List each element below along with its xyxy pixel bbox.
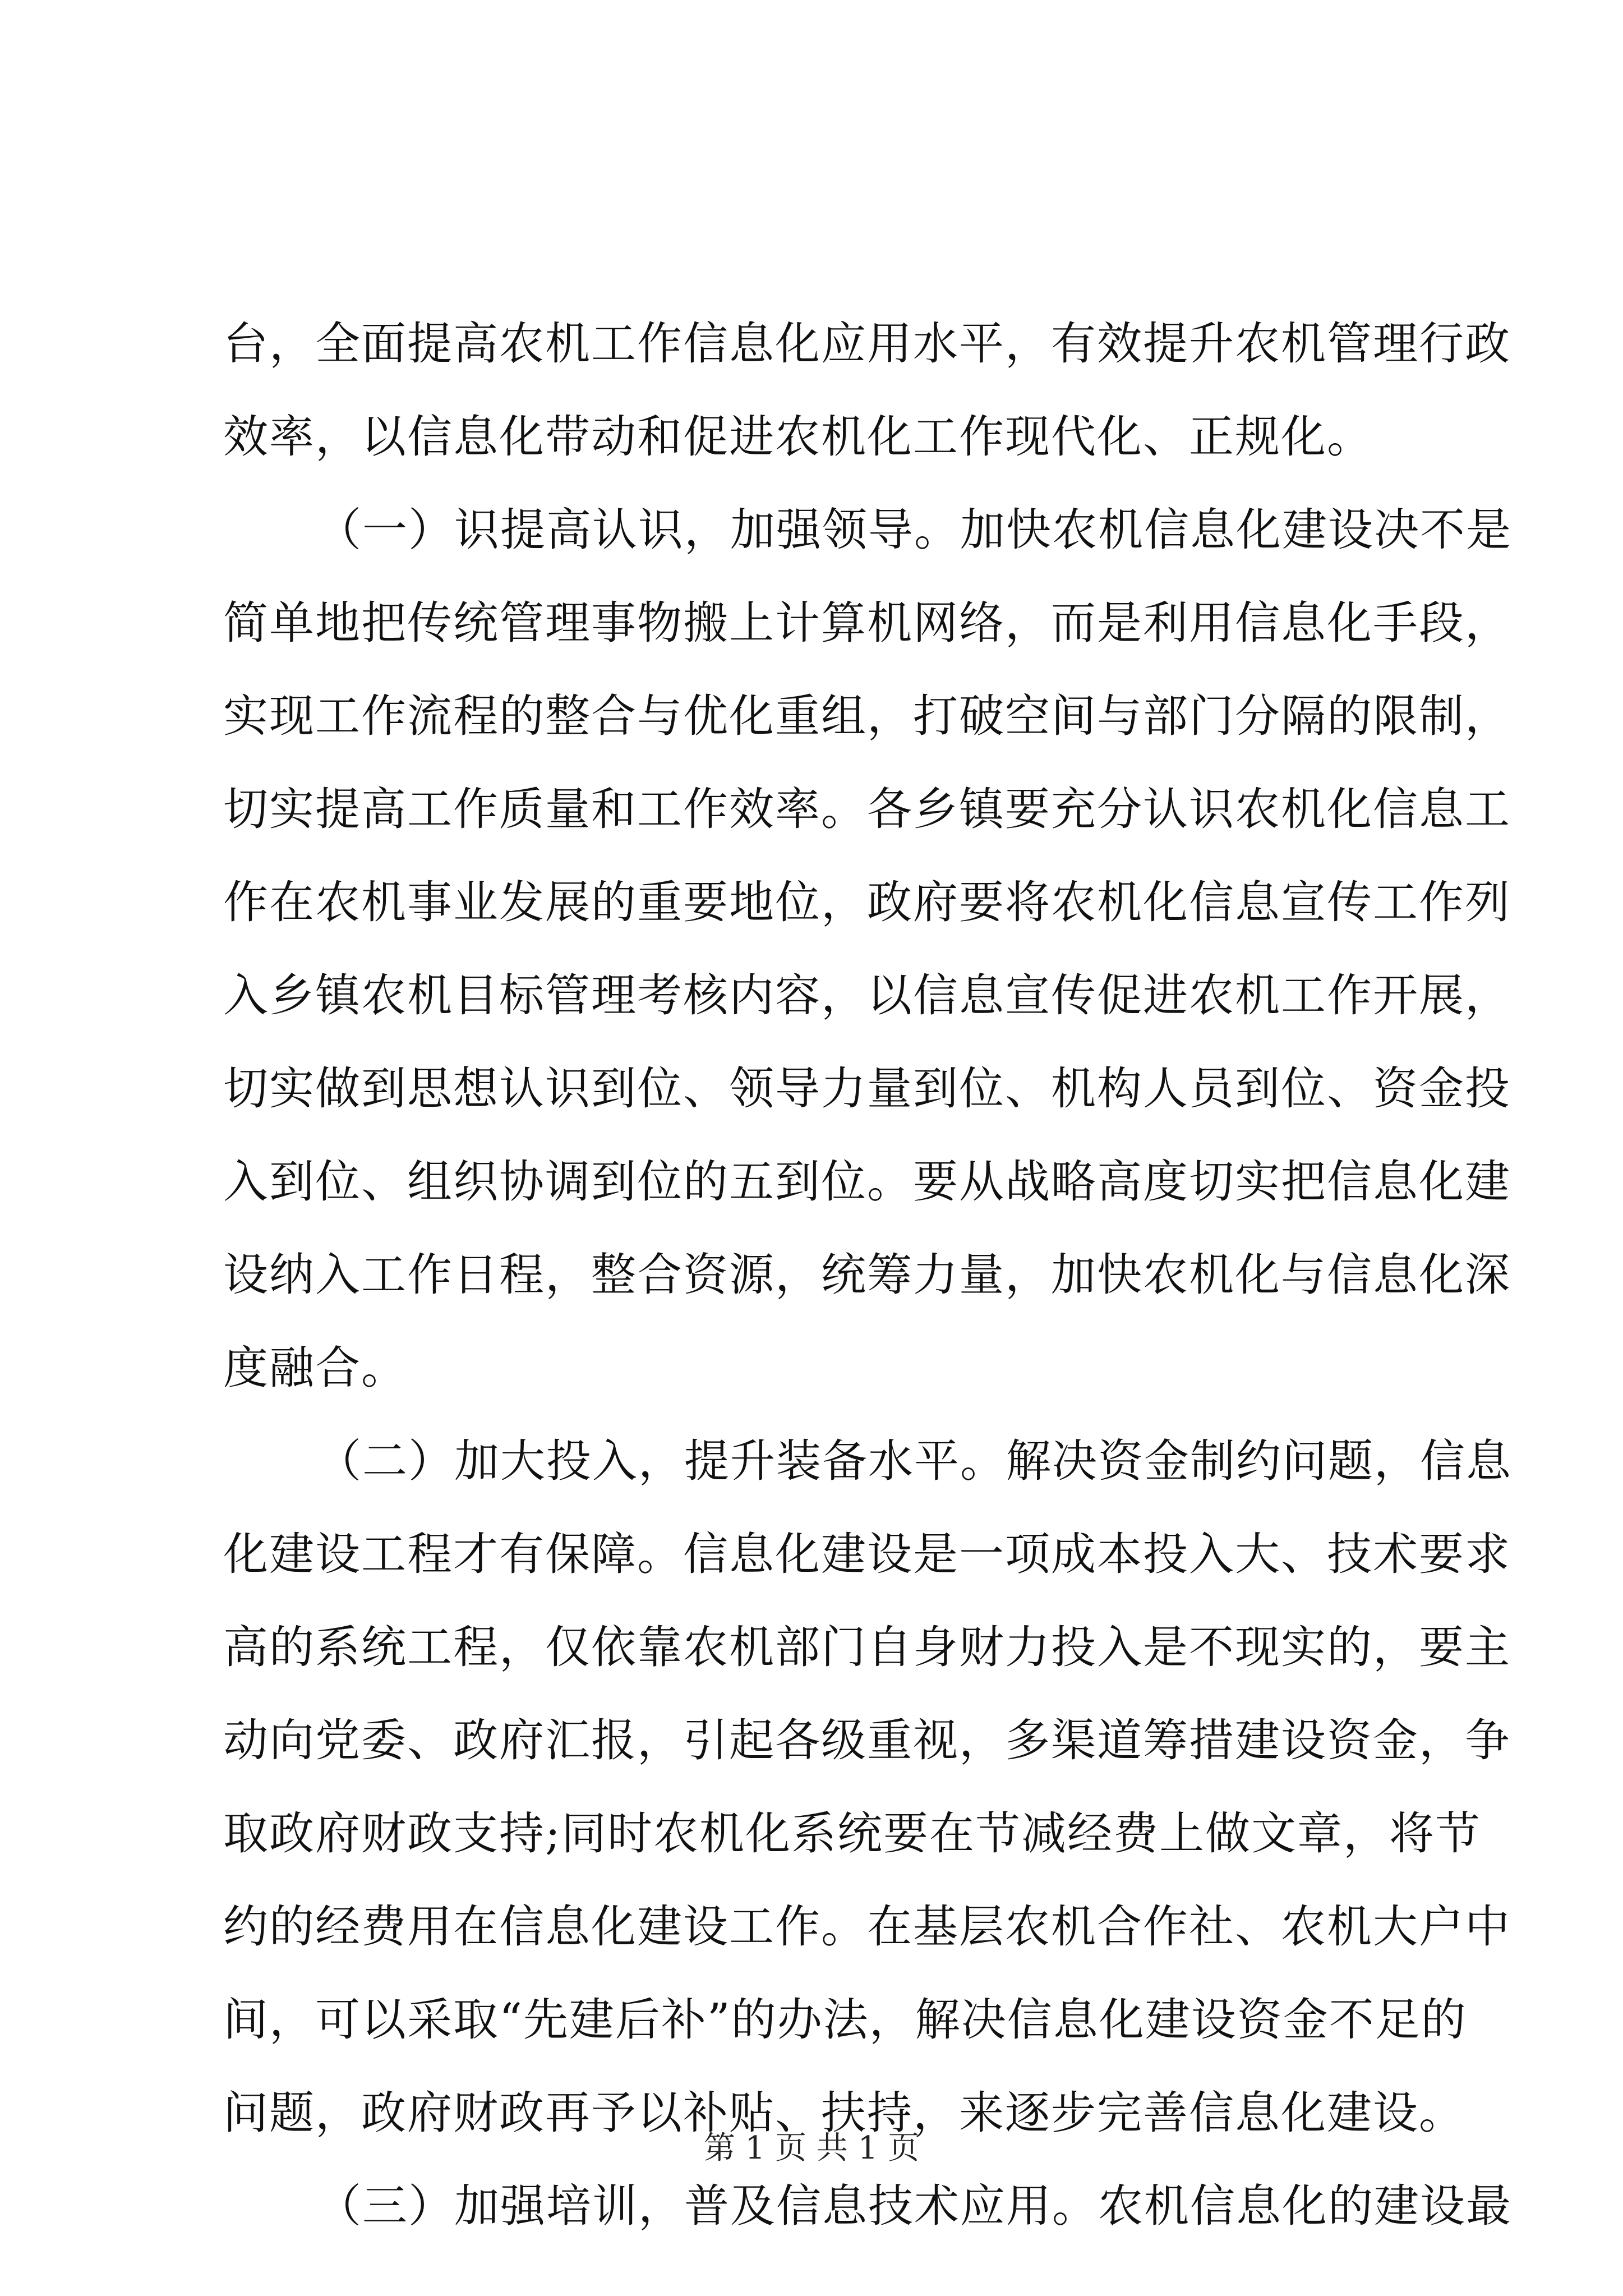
text-line: 作在农机事业发展的重要地位，政府要将农机化信息宣传工作列 [223,876,1511,928]
text-line: 问题，政府财政再予以补贴、扶持，来逐步完善信息化建设。 [223,2087,1465,2139]
text-line: 设纳入工作日程，整合资源，统筹力量，加快农机化与信息化深 [223,1249,1511,1301]
text-line: 约的经费用在信息化建设工作。在基层农机合作社、农机大户中 [223,1901,1511,1953]
paragraph-heading-line: （一）识提高认识，加强领导。加快农机信息化建设决不是 [316,504,1512,556]
text-line: 入到位、组织协调到位的五到位。要从战略高度切实把信息化建 [223,1156,1511,1208]
page-number-footer: 第 1 页 共 1 页 [703,2130,920,2166]
text-line: 效率，以信息化带动和促进农机化工作现代化、正规化。 [223,411,1373,463]
text-line: 简单地把传统管理事物搬上计算机网络，而是利用信息化手段， [223,597,1511,649]
text-line: 取政府财政支持;同时农机化系统要在节减经费上做文章，将节 [223,1807,1481,1860]
paragraph-heading-line: （二）加大投入，提升装备水平。解决资金制约问题，信息 [316,1435,1512,1487]
text-line: 切实做到思想认识到位、领导力量到位、机构人员到位、资金投 [223,1062,1511,1115]
text-line: 入乡镇农机目标管理考核内容，以信息宣传促进农机工作开展， [223,969,1511,1022]
paragraph-heading-line: （三）加强培训，普及信息技术应用。农机信息化的建设最 [316,2180,1512,2232]
text-line: 切实提高工作质量和工作效率。各乡镇要充分认识农机化信息工 [223,783,1511,835]
text-line: 间，可以采取“先建后补”的办法，解决信息化建设资金不足的 [223,1994,1467,2046]
text-line: 化建设工程才有保障。信息化建设是一项成本投入大、技术要求 [223,1528,1511,1580]
text-line: 高的系统工程，仅依靠农机部门自身财力投入是不现实的，要主 [223,1621,1511,1673]
document-body [223,297,1512,2253]
text-line: 实现工作流程的整合与优化重组，打破空间与部门分隔的限制， [223,690,1511,742]
text-line: 台，全面提高农机工作信息化应用水平，有效提升农机管理行政 [223,318,1511,370]
text-line: 度融合。 [223,1342,407,1394]
text-line: 动向党委、政府汇报，引起各级重视，多渠道筹措建设资金，争 [223,1714,1511,1766]
